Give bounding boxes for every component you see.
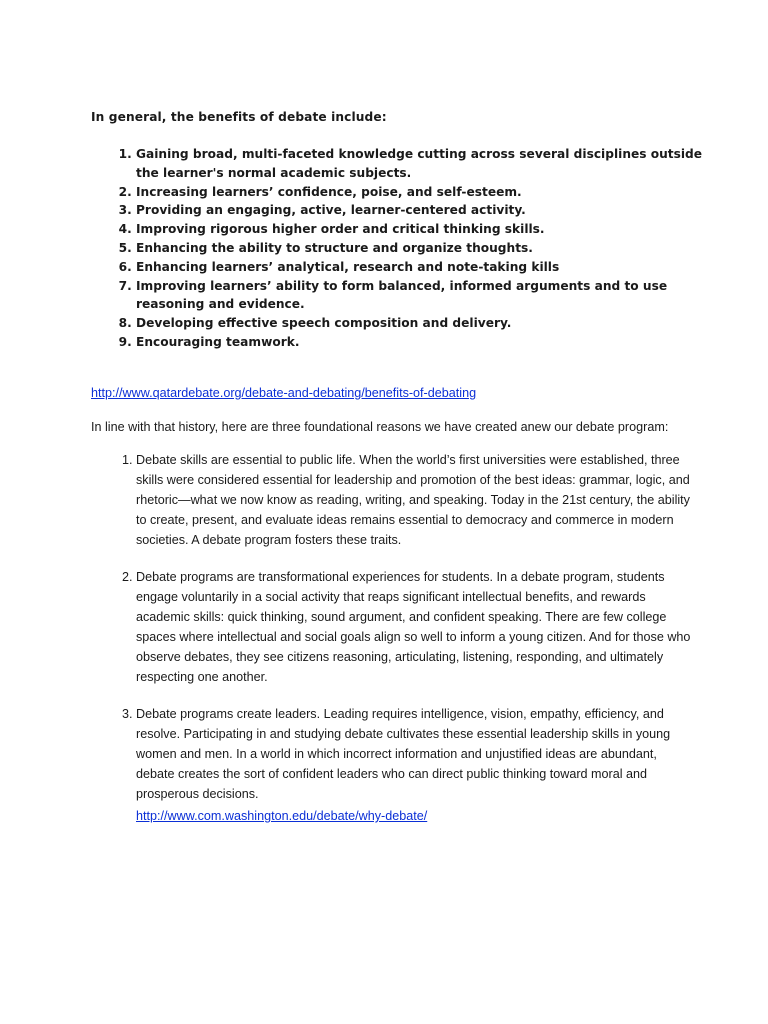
benefits-heading: In general, the benefits of debate include: — [91, 110, 387, 124]
reason-item: 2. Debate programs are transformational experiences for students. In a debate program, students engage voluntarily in a social activity that reaps significant intellectual benefits, and rewards academic skills: quick thinking, sound argument, and confident speaking. There are few college spaces where intellectual and social goals align so well to inform a young citizen. And for those who observe debates, they see citizens reasoning, articulating, listening, responding, and ultimately respecting one another. — [136, 567, 696, 687]
reason-item: 1. Debate skills are essential to public life. When the world’s first universities were established, three skills were considered essential for leadership and promotion of the best ideas: grammar, logic, and rhetoric—what we now know as reading, writing, and speaking. Today in the 21st century, the ability to create, present, and evaluate ideas remains essential to democracy and commerce in modern societies. A debate program fosters these traits. — [136, 450, 696, 550]
benefit-item: 2. Increasing learners’ confidence, poise, and self-esteem. — [136, 183, 716, 202]
benefit-item: 9. Encouraging teamwork. — [136, 333, 716, 352]
benefit-item: 7. Improving learners’ ability to form balanced, informed arguments and to use reasoning and evidence. — [136, 277, 716, 315]
benefit-item: 8. Developing effective speech composition and delivery. — [136, 314, 716, 333]
benefit-item: 5. Enhancing the ability to structure and organize thoughts. — [136, 239, 716, 258]
benefit-item: 6. Enhancing learners’ analytical, research and note-taking kills — [136, 258, 716, 277]
reason-item: 3. Debate programs create leaders. Leading requires intelligence, vision, empathy, efficiency, and resolve. Participating in and studying debate cultivates these essential leadership skills in young women and men. In a world in which incorrect information and unjustified ideas are abundant, debate creates the sort of confident leaders who can direct public thinking toward moral and prosperous decisions. — [136, 704, 696, 804]
benefit-item: 4. Improving rigorous higher order and critical thinking skills. — [136, 220, 716, 239]
benefits-list — [106, 145, 716, 352]
benefit-item: 3. Providing an engaging, active, learner-centered activity. — [136, 201, 716, 220]
washington-link[interactable]: http://www.com.washington.edu/debate/why-debate/ — [136, 809, 428, 823]
qatardebate-link[interactable]: http://www.qatardebate.org/debate-and-debating/benefits-of-debating — [91, 386, 477, 400]
reasons-list — [106, 450, 696, 821]
reasons-intro: In line with that history, here are three foundational reasons we have created anew our debate program: — [91, 420, 669, 434]
benefit-item: 1. Gaining broad, multi-faceted knowledge cutting across several disciplines outside the learner's normal academic subjects. — [136, 145, 716, 183]
